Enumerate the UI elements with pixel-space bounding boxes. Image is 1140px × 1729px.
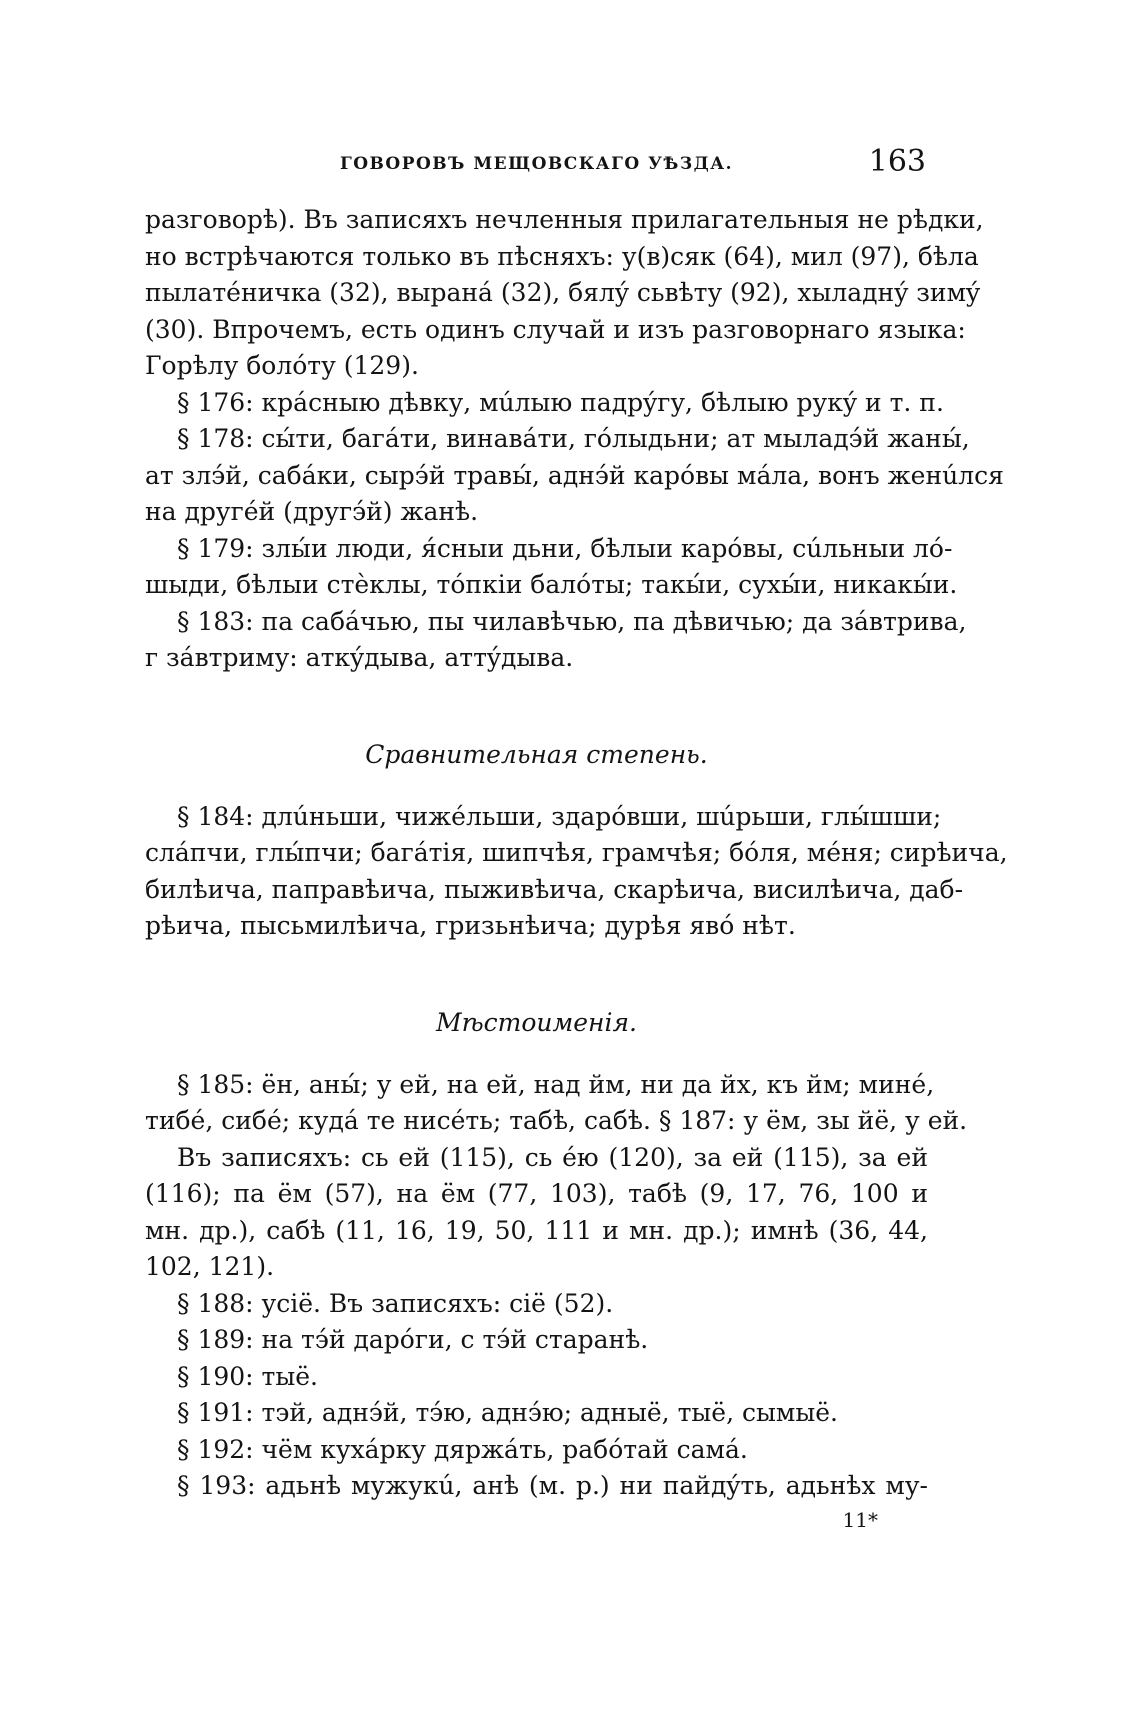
paragraph-179: § 179: злы́и люди, я́сныи дьни, бѣлыи карóвы, сúльныи лó- [177,533,953,563]
text-line: г зáвтриму: аткýдыва, аттýдыва. [145,643,574,672]
text-line: (30). Впрочемъ, есть одинъ случай и изъ разговорнаго языка: [145,314,966,344]
text-line: пылатéничка (32), выранá (32), бялý сьвѣту (92), хыладнý зимý [145,278,981,307]
text-line: на другéй (другэ́й) жанѣ. [145,497,479,526]
paragraph-185: § 185: ён, аны́; у ей, на ей, над йм, ни да йх, къ йм; минé, [177,1069,935,1099]
signature-mark: 11* [842,1507,878,1532]
text-line: 102, 121). [145,1252,275,1281]
book-page [145,140,1008,1720]
paragraph-183: § 183: па сабáчью, пы чилавѣчью, па дѣвичью; да зáвтрива, [177,606,967,636]
running-head [145,140,928,186]
paragraph-188: § 188: усіё. Въ записяхъ: сіё (52). [177,1288,614,1318]
section-heading-comparative: Сравнительная степень. [365,739,708,769]
text-line: Горѣлу болóту (129). [145,351,419,380]
text-line: но встрѣчаются только въ пѣсняхъ: у(в)сяк (64), мил (97), бѣла [145,241,979,271]
text-line: рѣича, пысьмилѣича, гризьнѣича; дурѣя явó нѣт. [145,911,796,940]
text-line: билѣича, паправѣича, пыживѣича, скарѣича, висилѣича, даб- [145,874,964,904]
paragraph-192: § 192: чём кухáрку дяржáть, рабóтай самá. [177,1434,748,1464]
main-text [145,202,1008,1535]
text-line: мн. др.), сабѣ (11, 16, 19, 50, 111 и мн. др.); имнѣ (36, 44, [145,1215,928,1245]
paragraph-189: § 189: на тэ́й дарóги, с тэ́й старанѣ. [177,1325,649,1354]
spacer [145,945,928,1005]
text-line: ат злэ́й, сабáки, сырэ́й травы́, аднэ́й карóвы мáла, вонъ женúлся [145,460,1004,490]
text-line: слáпчи, глы́пчи; багáтія, шипчѣя, грамчѣя; бóля, мéня; сирѣича, [145,838,1008,867]
text-line: разговорѣ). Въ записяхъ нечленныя прилагательныя не рѣдки, [145,205,984,234]
paragraph-193: § 193: адьнѣ мужукú, анѣ (м. р.) ни пайдýть, адьнѣх му- [177,1471,928,1500]
text-line: шыди, бѣлыи стѐклы, тóпкіи балóты; такы́и, сухы́и, никакы́и. [145,570,958,599]
paragraph-184: § 184: длúньши, чижéльши, здарóвши, шúрьши, глы́шши; [177,801,942,831]
spacer [145,773,928,799]
paragraph-records: Въ записяхъ: сь ей (115), сь éю (120), за ей (115), за ей [177,1142,928,1172]
paragraph-178: § 178: сы́ти, багáти, винавáти, гóлыдьни; ат мыладэ́й жаны́, [177,424,970,453]
spacer [145,1041,928,1067]
paragraph-190: § 190: тыё. [177,1361,319,1391]
paragraph-176: § 176: крáсныю дѣвку, мúлыю падрýгу, бѣлыю рукý и т. п. [177,387,944,417]
paragraph-191: § 191: тэй, аднэ́й, тэ́ю, аднэ́ю; адныё, тыё, сымыё. [177,1398,838,1427]
text-line: тибé, сибé; кудá те нисéть; табѣ, сабѣ. § 187: у ём, зы йё, у ей. [145,1106,968,1135]
text-line: (116); па ём (57), на ём (77, 103), табѣ (9, 17, 76, 100 и [145,1179,928,1208]
running-head-title: ГОВОРОВЪ МЕЩОВСКАГО УѢЗДА. [339,154,733,174]
spacer [145,677,928,737]
section-heading-pronouns: Мѣстоименія. [435,1007,637,1037]
page-number: 163 [868,144,926,179]
